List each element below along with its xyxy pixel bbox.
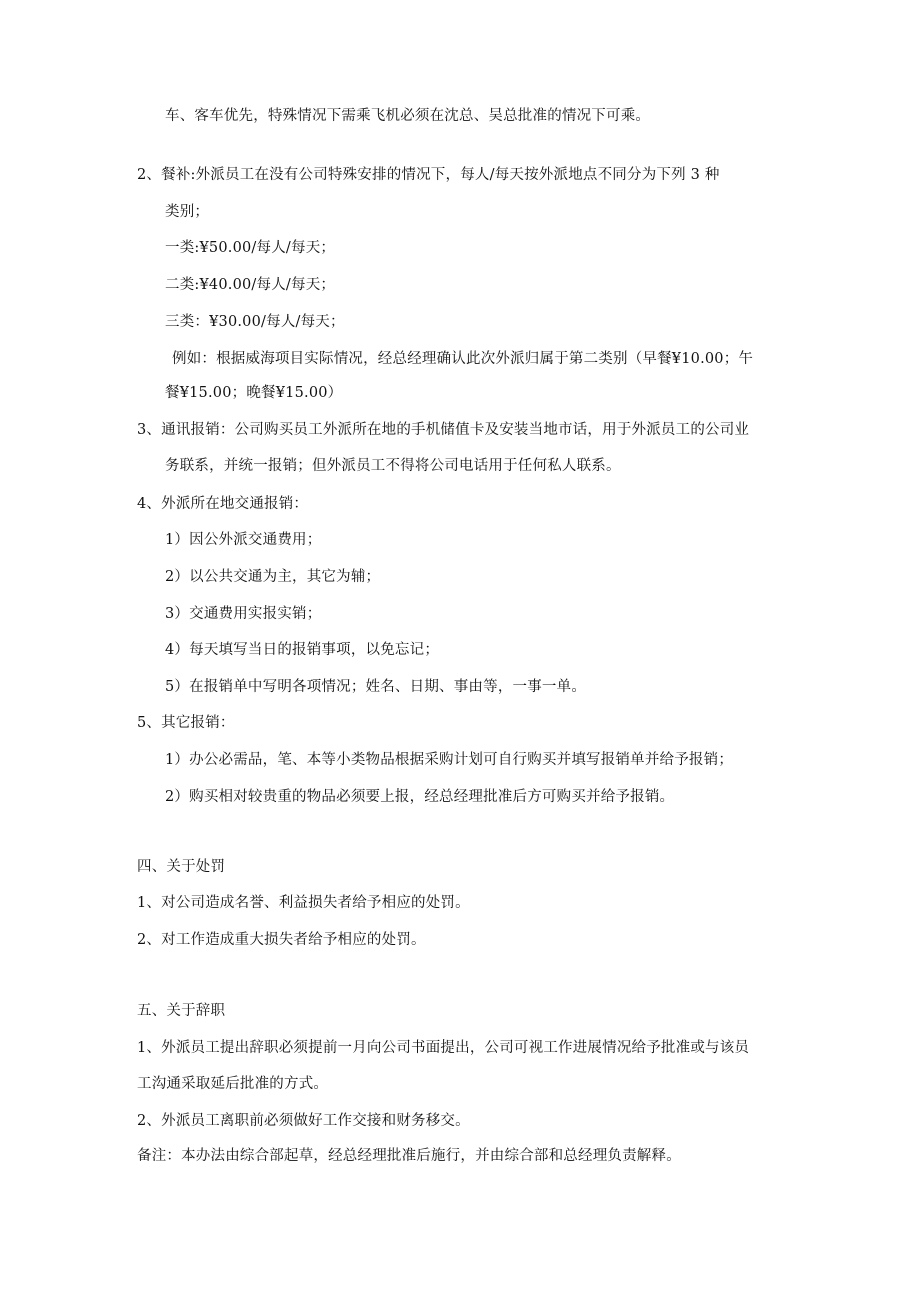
local-transport-item: 2）以公共交通为主，其它为辅； — [165, 569, 381, 585]
comm-reimbursement-cont: 务联系，并统一报销；但外派员工不得将公司电话用于任何私人联系。 — [165, 458, 621, 474]
meal-class-1: 一类:¥50.00/每人/每天； — [165, 240, 336, 256]
meal-example: 例如：根据威海项目实际情况，经总经理确认此次外派归属于第二类别（早餐¥10.00；午 — [172, 351, 754, 367]
remark: 备注：本办法由综合部起草，经总经理批准后施行，并由综合部和总经理负责解释。 — [137, 1148, 681, 1164]
meal-allowance-title: 2、餐补:外派员工在没有公司特殊安排的情况下，每人/每天按外派地点不同分为下列 3 种 — [137, 167, 720, 183]
local-transport-item: 1）因公外派交通费用； — [165, 532, 322, 548]
penalty-heading: 四、关于处罚 — [137, 859, 226, 875]
other-reimbursement-title: 5、其它报销： — [137, 715, 235, 731]
resign-heading: 五、关于辞职 — [137, 1003, 226, 1019]
meal-example-cont: 餐¥15.00；晚餐¥15.00） — [165, 385, 343, 401]
resign-item-1-cont: 工沟通采取延后批准的方式。 — [137, 1076, 329, 1092]
other-reimbursement-item: 1）办公必需品，笔、本等小类物品根据采购计划可自行购买并填写报销单并给予报销； — [165, 752, 734, 768]
local-transport-item: 4）每天填写当日的报销事项，以免忘记； — [165, 642, 440, 658]
transport-continuation: 车、客车优先，特殊情况下需乘飞机必须在沈总、吴总批准的情况下可乘。 — [165, 108, 651, 124]
resign-item-2: 2、外派员工离职前必须做好工作交接和财务移交。 — [137, 1113, 470, 1129]
other-reimbursement-item: 2）购买相对较贵重的物品必须要上报，经总经理批准后方可购买并给予报销。 — [165, 789, 675, 805]
meal-class-3: 三类：¥30.00/每人/每天； — [165, 314, 345, 330]
meal-class-2: 二类:¥40.00/每人/每天； — [165, 277, 336, 293]
penalty-item: 1、对公司造成名誉、利益损失者给予相应的处罚。 — [137, 895, 470, 911]
resign-item-1: 1、外派员工提出辞职必须提前一月向公司书面提出，公司可视工作进展情况给予批准或与该员 — [137, 1040, 750, 1056]
comm-reimbursement: 3、通讯报销：公司购买员工外派所在地的手机储值卡及安装当地市话，用于外派员工的公司业 — [137, 422, 750, 438]
meal-allowance-title-cont: 类别； — [165, 204, 210, 220]
penalty-item: 2、对工作造成重大损失者给予相应的处罚。 — [137, 932, 426, 948]
local-transport-item: 5）在报销单中写明各项情况；姓名、日期、事由等，一事一单。 — [165, 679, 587, 695]
local-transport-title: 4、外派所在地交通报销： — [137, 496, 309, 512]
local-transport-item: 3）交通费用实报实销； — [165, 606, 322, 622]
